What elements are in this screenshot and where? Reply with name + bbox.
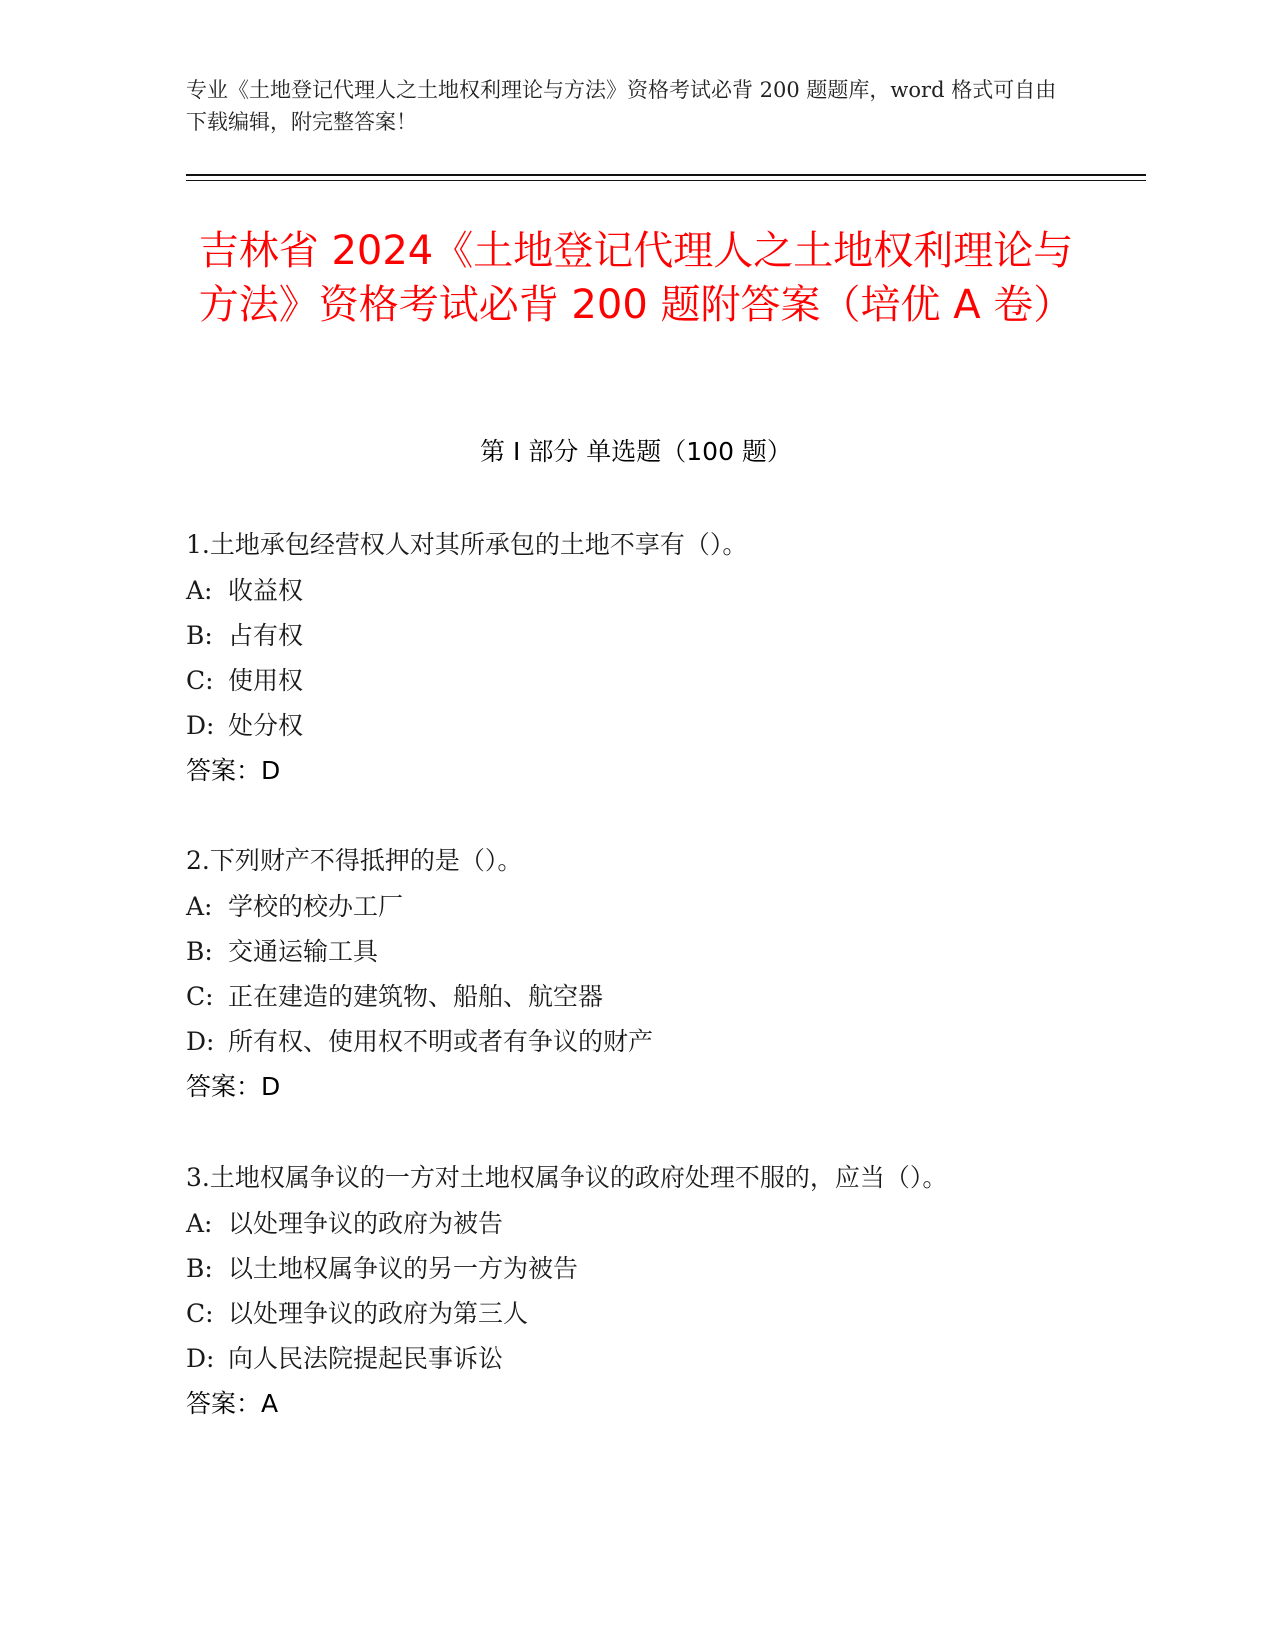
- option-letter: C:: [186, 1299, 214, 1328]
- option-letter: A:: [186, 1209, 213, 1238]
- option-letter: C:: [186, 666, 214, 695]
- option-c: [186, 1291, 1086, 1336]
- question-text: 3.土地权属争议的一方对土地权属争议的政府处理不服的，应当（）。: [186, 1163, 948, 1192]
- question-text: 2.下列财产不得抵押的是（）。: [186, 846, 523, 875]
- header-note: 专业《土地登记代理人之土地权利理论与方法》资格考试必背 200 题题库，word 格式可自由下载编辑，附完整答案！: [186, 78, 1057, 134]
- option-d: [186, 1336, 1086, 1381]
- option-letter: B:: [186, 1254, 213, 1283]
- question-text: 1.土地承包经营权人对其所承包的土地不享有（）。: [186, 530, 748, 559]
- option-text: 收益权: [228, 576, 304, 605]
- option-letter: B:: [186, 937, 213, 966]
- option-b: [186, 613, 1086, 658]
- option-b: [186, 929, 1086, 974]
- option-text: 占有权: [228, 621, 304, 650]
- option-letter: A:: [186, 576, 213, 605]
- option-text: 以土地权属争议的另一方为被告: [228, 1254, 579, 1283]
- option-letter: D:: [186, 711, 215, 740]
- option-text: 交通运输工具: [228, 937, 379, 966]
- option-letter: D:: [186, 1344, 215, 1373]
- option-text: 处分权: [228, 711, 304, 740]
- header-rule-thin: [186, 180, 1146, 181]
- option-text: 学校的校办工厂: [228, 892, 404, 921]
- answer: 答案：A: [186, 1389, 279, 1418]
- option-text: 使用权: [228, 666, 304, 695]
- option-a: [186, 884, 1086, 929]
- option-letter: B:: [186, 621, 213, 650]
- option-a: [186, 568, 1086, 613]
- option-letter: A:: [186, 892, 213, 921]
- option-d: [186, 703, 1086, 748]
- option-d: [186, 1019, 1086, 1064]
- document-title: 吉林省 2024《土地登记代理人之土地权利理论与方法》资格考试必背 200 题附答案（培优 A 卷）: [198, 228, 1074, 328]
- option-text: 以处理争议的政府为被告: [228, 1209, 504, 1238]
- question-2: [186, 838, 1086, 1109]
- option-letter: C:: [186, 982, 214, 1011]
- option-c: [186, 658, 1086, 703]
- option-b: [186, 1246, 1086, 1291]
- answer: 答案：D: [186, 756, 281, 785]
- option-text: 所有权、使用权不明或者有争议的财产: [228, 1027, 654, 1056]
- option-c: [186, 974, 1086, 1019]
- question-3: [186, 1155, 1086, 1426]
- question-1: [186, 522, 1086, 793]
- option-text: 正在建造的建筑物、船舶、航空器: [228, 982, 604, 1011]
- header-rule: [186, 174, 1146, 176]
- section-title: 第 I 部分 单选题（100 题）: [480, 437, 792, 466]
- answer: 答案：D: [186, 1072, 281, 1101]
- option-a: [186, 1201, 1086, 1246]
- option-letter: D:: [186, 1027, 215, 1056]
- option-text: 向人民法院提起民事诉讼: [228, 1344, 504, 1373]
- option-text: 以处理争议的政府为第三人: [228, 1299, 529, 1328]
